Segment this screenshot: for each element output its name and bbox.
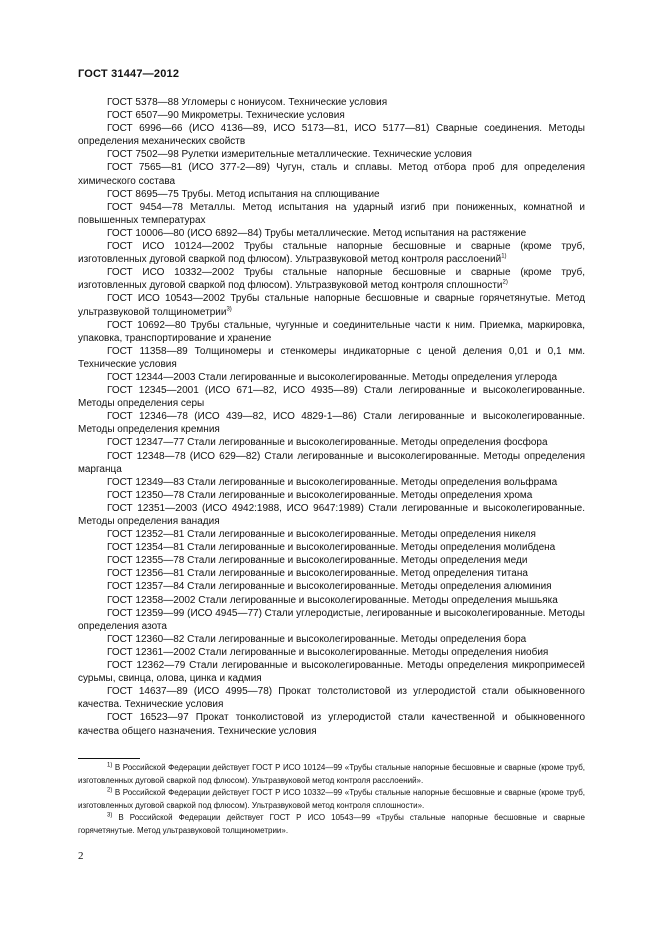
reference-text: ГОСТ 12354—81 Стали легированные и высоколегированные. Методы определения молибдена xyxy=(107,542,556,554)
reference-item xyxy=(78,594,585,607)
reference-text: ГОСТ 8695—75 Трубы. Метод испытания на сплющивание xyxy=(107,188,380,200)
reference-item xyxy=(78,240,585,266)
reference-text: ГОСТ 12349—83 Стали легированные и высоколегированные. Методы определения вольфрама xyxy=(107,476,558,488)
reference-item xyxy=(78,436,585,449)
reference-item xyxy=(78,266,585,292)
reference-text: ГОСТ 12358—2002 Стали легированные и высоколегированные. Методы определения мышьяка xyxy=(107,594,558,606)
reference-item xyxy=(78,476,585,489)
reference-item xyxy=(78,148,585,161)
footnote-marker: 1) xyxy=(501,253,507,260)
reference-text: ГОСТ 16523—97 Прокат тонколистовой из углеродистой стали качественной и обыкновенного качества общего назначения. Технические условия xyxy=(78,712,585,737)
reference-item xyxy=(78,450,585,476)
footnote-text: В Российской Федерации действует ГОСТ Р ИСО 10124—99 «Трубы стальные напорные бесшовные и сварные (кроме труб, изготовленных дуговой сваркой под флюсом). Ультразвуковой метод контроля расслоений». xyxy=(78,763,585,785)
reference-text: ГОСТ 12347—77 Стали легированные и высоколегированные. Методы определения фосфора xyxy=(107,437,548,449)
reference-item xyxy=(78,227,585,240)
reference-text: ГОСТ 11358—89 Толщиномеры и стенкомеры индикаторные с ценой деления 0,01 и 0,1 мм. Технические условия xyxy=(78,345,585,370)
footnote-item xyxy=(78,812,585,837)
reference-text: ГОСТ ИСО 10543—2002 Трубы стальные напорные бесшовные и сварные горячетянутые. Метод ультразвуковой толщинометрии xyxy=(78,293,585,318)
reference-text: ГОСТ 6996—66 (ИСО 4136—89, ИСО 5173—81, ИСО 5177—81) Сварные соединения. Методы определения механических свойств xyxy=(78,123,585,148)
reference-text: ГОСТ ИСО 10332—2002 Трубы стальные напорные бесшовные и сварные (кроме труб, изготовленных дуговой сваркой под флюсом). Ультразвуковой метод контроля сплошности xyxy=(78,267,585,292)
footnote-mark: 3) xyxy=(107,812,113,819)
reference-item xyxy=(78,633,585,646)
reference-item xyxy=(78,541,585,554)
reference-text: ГОСТ 7565—81 (ИСО 377-2—89) Чугун, сталь и сплавы. Метод отбора проб для определения химического состава xyxy=(78,162,585,187)
reference-item xyxy=(78,201,585,227)
reference-text: ГОСТ 12359—99 (ИСО 4945—77) Стали углеродистые, легированные и высоколегированные. Методы определения азота xyxy=(78,607,585,632)
reference-text: ГОСТ 5378—88 Угломеры с нониусом. Технические условия xyxy=(107,97,388,108)
reference-item xyxy=(78,161,585,187)
reference-text: ГОСТ 12351—2003 (ИСО 4942:1988, ИСО 9647:1989) Стали легированные и высоколегированные. Методы определения ванадия xyxy=(78,502,585,527)
reference-item xyxy=(78,109,585,122)
reference-item xyxy=(78,659,585,685)
footnote-separator xyxy=(78,758,140,759)
footnote-marker: 3) xyxy=(226,306,232,313)
reference-text: ГОСТ 14637—89 (ИСО 4995—78) Прокат толстолистовой из углеродистой стали обыкновенного качества. Технические условия xyxy=(78,686,585,711)
reference-text: ГОСТ 12346—78 (ИСО 439—82, ИСО 4829-1—86) Стали легированные и высоколегированные. Методы определения кремния xyxy=(78,411,585,436)
normative-references-list xyxy=(78,96,585,738)
reference-text: ГОСТ 10692—80 Трубы стальные, чугунные и соединительные части к ним. Приемка, маркировка, упаковка, транспортирование и хранение xyxy=(78,319,585,344)
reference-item xyxy=(78,711,585,737)
reference-item xyxy=(78,502,585,528)
reference-text: ГОСТ 9454—78 Металлы. Метод испытания на ударный изгиб при пониженных, комнатной и повышенных температурах xyxy=(78,201,585,226)
reference-item xyxy=(78,410,585,436)
reference-text: ГОСТ ИСО 10124—2002 Трубы стальные напорные бесшовные и сварные (кроме труб, изготовленных дуговой сваркой под флюсом). Ультразвуковой метод контроля расслоений xyxy=(78,241,585,266)
reference-item xyxy=(78,292,585,318)
reference-item xyxy=(78,122,585,148)
reference-text: ГОСТ 6507—90 Микрометры. Технические условия xyxy=(107,110,345,122)
footnote-mark: 2) xyxy=(107,787,113,794)
reference-item xyxy=(78,96,585,109)
reference-item xyxy=(78,607,585,633)
reference-item xyxy=(78,489,585,502)
reference-text: ГОСТ 12362—79 Стали легированные и высоколегированные. Методы определения микропримесей сурьмы, свинца, олова, цинка и кадмия xyxy=(78,660,585,685)
reference-text: ГОСТ 12355—78 Стали легированные и высоколегированные. Методы определения меди xyxy=(107,555,528,567)
footnote-text: В Российской Федерации действует ГОСТ Р ИСО 10543—99 «Трубы стальные напорные бесшовные и сварные горячетянутые. Метод ультразвуковой толщинометрии». xyxy=(78,813,585,835)
reference-text: ГОСТ 12345—2001 (ИСО 671—82, ИСО 4935—89) Стали легированные и высоколегированные. Методы определения серы xyxy=(78,385,585,410)
reference-item xyxy=(78,188,585,201)
reference-text: ГОСТ 12356—81 Стали легированные и высоколегированные. Метод определения титана xyxy=(107,568,528,580)
footnote-item xyxy=(78,787,585,812)
reference-text: ГОСТ 12350—78 Стали легированные и высоколегированные. Методы определения хрома xyxy=(107,489,533,501)
footnote-mark: 1) xyxy=(107,762,113,769)
reference-item xyxy=(78,554,585,567)
reference-text: ГОСТ 12361—2002 Стали легированные и высоколегированные. Методы определения ниобия xyxy=(107,646,549,658)
footnote-marker: 2) xyxy=(502,279,508,286)
reference-item xyxy=(78,646,585,659)
reference-item xyxy=(78,685,585,711)
reference-text: ГОСТ 7502—98 Рулетки измерительные металлические. Технические условия xyxy=(107,149,472,161)
reference-item xyxy=(78,319,585,345)
reference-text: ГОСТ 12348—78 (ИСО 629—82) Стали легированные и высоколегированные. Методы определения марганца xyxy=(78,450,585,475)
document-header: ГОСТ 31447—2012 xyxy=(78,68,180,80)
reference-text: ГОСТ 12360—82 Стали легированные и высоколегированные. Методы определения бора xyxy=(107,633,527,645)
footnote-item xyxy=(78,762,585,787)
footnotes xyxy=(78,762,585,837)
reference-item xyxy=(78,384,585,410)
reference-text: ГОСТ 12352—81 Стали легированные и высоколегированные. Методы определения никеля xyxy=(107,529,536,541)
reference-text: ГОСТ 12357—84 Стали легированные и высоколегированные. Методы определения алюминия xyxy=(107,581,552,593)
reference-item xyxy=(78,528,585,541)
reference-item xyxy=(78,371,585,384)
reference-text: ГОСТ 12344—2003 Стали легированные и высоколегированные. Методы определения углерода xyxy=(107,371,558,383)
reference-item xyxy=(78,567,585,580)
reference-item xyxy=(78,345,585,371)
reference-text: ГОСТ 10006—80 (ИСО 6892—84) Трубы металлические. Метод испытания на растяжение xyxy=(107,227,527,239)
footnote-text: В Российской Федерации действует ГОСТ Р ИСО 10332—99 «Трубы стальные напорные бесшовные и сварные (кроме труб, изготовленных дуговой сваркой под флюсом). Ультразвуковой метод контроля сплошности». xyxy=(78,788,585,810)
page-number: 2 xyxy=(78,850,84,862)
reference-item xyxy=(78,580,585,593)
